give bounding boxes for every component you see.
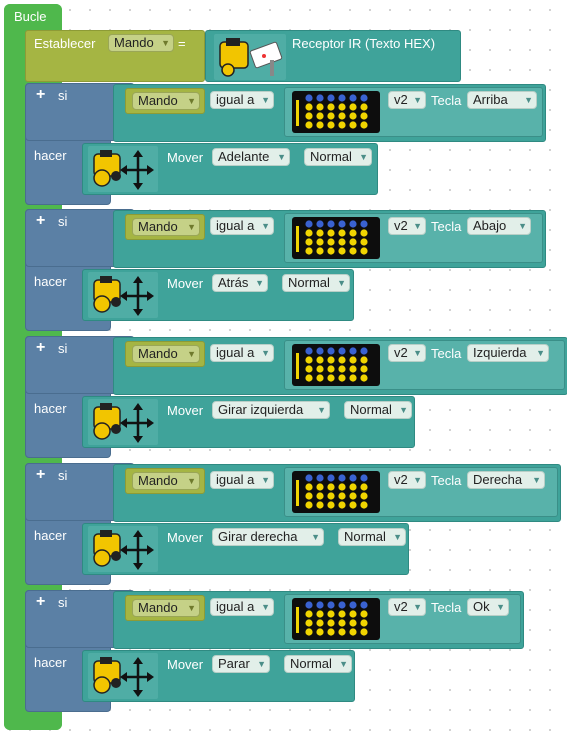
speed-dropdown[interactable]	[282, 274, 350, 292]
robot-move-icon	[88, 526, 158, 572]
dropdown-arrow-icon: ▼	[277, 152, 286, 162]
speed-value: Normal	[350, 402, 392, 417]
dropdown-arrow-icon: ▼	[496, 602, 505, 612]
loop-title: Bucle	[14, 9, 47, 24]
dropdown-arrow-icon: ▼	[187, 349, 196, 359]
remote-version-value: v2	[394, 92, 408, 107]
dropdown-arrow-icon: ▼	[393, 532, 402, 542]
dropdown-arrow-icon: ▼	[518, 221, 527, 231]
variable-value: Mando	[138, 473, 178, 488]
key-label: Tecla	[431, 346, 462, 361]
key-dropdown[interactable]	[467, 471, 545, 489]
dropdown-arrow-icon: ▼	[261, 602, 270, 612]
dropdown-arrow-icon: ▼	[261, 95, 270, 105]
dropdown-arrow-icon: ▼	[317, 405, 326, 415]
move-label: Mover	[167, 530, 204, 545]
variable-dropdown[interactable]	[132, 345, 200, 363]
if-label: si	[58, 468, 68, 483]
dropdown-arrow-icon: ▼	[337, 278, 346, 288]
dropdown-arrow-icon: ▼	[187, 96, 196, 106]
remote-version-dropdown[interactable]	[388, 471, 426, 489]
move-label: Mover	[167, 657, 204, 672]
speed-value: Normal	[288, 275, 330, 290]
direction-value: Girar derecha	[218, 529, 298, 544]
robot-move-icon	[88, 399, 158, 445]
dropdown-arrow-icon: ▼	[532, 475, 541, 485]
direction-value: Adelante	[218, 149, 270, 164]
remote-version-value: v2	[394, 218, 408, 233]
variable-value: Mando	[138, 93, 178, 108]
key-dropdown[interactable]	[467, 344, 549, 362]
set-variable-dropdown[interactable]	[108, 34, 174, 52]
ir-receiver-icon	[216, 36, 284, 78]
speed-value: Normal	[290, 656, 332, 671]
direction-dropdown[interactable]	[212, 274, 268, 292]
if-label: si	[58, 88, 68, 103]
equals-label: =	[178, 36, 186, 51]
variable-dropdown[interactable]	[132, 92, 200, 110]
dropdown-arrow-icon: ▼	[413, 602, 422, 612]
operator-value: igual a	[216, 345, 255, 360]
dropdown-arrow-icon: ▼	[161, 38, 170, 48]
plus-icon[interactable]: +	[36, 339, 46, 356]
if-label: si	[58, 341, 68, 356]
move-label: Mover	[167, 276, 204, 291]
key-value: Arriba	[473, 92, 508, 107]
key-label: Tecla	[431, 473, 462, 488]
move-label: Mover	[167, 150, 204, 165]
speed-dropdown[interactable]	[344, 401, 412, 419]
robot-move-icon	[88, 272, 158, 318]
plus-icon[interactable]: +	[36, 466, 46, 483]
operator-dropdown[interactable]	[210, 344, 274, 362]
plus-icon[interactable]: +	[36, 593, 46, 610]
set-variable-value: Mando	[114, 35, 154, 50]
set-label: Establecer	[34, 36, 96, 51]
key-value: Derecha	[473, 472, 523, 487]
key-value: Abajo	[473, 218, 507, 233]
move-label: Mover	[167, 403, 204, 418]
variable-value: Mando	[138, 346, 178, 361]
direction-dropdown[interactable]	[212, 148, 290, 166]
operator-dropdown[interactable]	[210, 471, 274, 489]
variable-dropdown[interactable]	[132, 472, 200, 490]
remote-version-value: v2	[394, 345, 408, 360]
plus-icon[interactable]: +	[36, 86, 46, 103]
do-label: hacer	[34, 528, 67, 543]
robot-move-icon	[88, 653, 158, 699]
remote-version-dropdown[interactable]	[388, 91, 426, 109]
dropdown-arrow-icon: ▼	[261, 221, 270, 231]
dropdown-arrow-icon: ▼	[311, 532, 320, 542]
if-label: si	[58, 214, 68, 229]
variable-value: Mando	[138, 600, 178, 615]
direction-dropdown[interactable]	[212, 401, 330, 419]
dropdown-arrow-icon: ▼	[536, 348, 545, 358]
direction-value: Atrás	[218, 275, 249, 290]
dropdown-arrow-icon: ▼	[524, 95, 533, 105]
ir-remote-icon	[291, 216, 381, 263]
dropdown-arrow-icon: ▼	[257, 659, 266, 669]
operator-value: igual a	[216, 599, 255, 614]
speed-dropdown[interactable]	[304, 148, 372, 166]
ir-remote-icon	[291, 597, 381, 644]
plus-icon[interactable]: +	[36, 212, 46, 229]
dropdown-arrow-icon: ▼	[187, 476, 196, 486]
direction-value: Parar	[218, 656, 250, 671]
dropdown-arrow-icon: ▼	[339, 659, 348, 669]
dropdown-arrow-icon: ▼	[359, 152, 368, 162]
key-dropdown[interactable]	[467, 598, 509, 616]
direction-value: Girar izquierda	[218, 402, 304, 417]
direction-dropdown[interactable]	[212, 528, 324, 546]
key-dropdown[interactable]	[467, 91, 537, 109]
operator-dropdown[interactable]	[210, 91, 274, 109]
ir-remote-icon	[291, 90, 381, 137]
operator-value: igual a	[216, 92, 255, 107]
dropdown-arrow-icon: ▼	[261, 348, 270, 358]
remote-version-value: v2	[394, 472, 408, 487]
dropdown-arrow-icon: ▼	[255, 278, 264, 288]
operator-dropdown[interactable]	[210, 598, 274, 616]
variable-dropdown[interactable]	[132, 599, 200, 617]
speed-value: Normal	[310, 149, 352, 164]
speed-value: Normal	[344, 529, 386, 544]
dropdown-arrow-icon: ▼	[413, 221, 422, 231]
key-dropdown[interactable]	[467, 217, 531, 235]
dropdown-arrow-icon: ▼	[187, 222, 196, 232]
if-label: si	[58, 595, 68, 610]
key-label: Tecla	[431, 600, 462, 615]
ir-remote-icon	[291, 470, 381, 517]
direction-dropdown[interactable]	[212, 655, 270, 673]
operator-dropdown[interactable]	[210, 217, 274, 235]
dropdown-arrow-icon: ▼	[413, 475, 422, 485]
speed-dropdown[interactable]	[338, 528, 406, 546]
key-value: Izquierda	[473, 345, 527, 360]
key-label: Tecla	[431, 219, 462, 234]
dropdown-arrow-icon: ▼	[413, 348, 422, 358]
do-label: hacer	[34, 148, 67, 163]
dropdown-arrow-icon: ▼	[399, 405, 408, 415]
operator-value: igual a	[216, 472, 255, 487]
ir-receiver-label: Receptor IR (Texto HEX)	[292, 36, 436, 51]
do-label: hacer	[34, 401, 67, 416]
do-label: hacer	[34, 274, 67, 289]
robot-move-icon	[88, 146, 158, 192]
dropdown-arrow-icon: ▼	[187, 603, 196, 613]
dropdown-arrow-icon: ▼	[261, 475, 270, 485]
ir-remote-icon	[291, 343, 381, 390]
remote-version-value: v2	[394, 599, 408, 614]
remote-version-dropdown[interactable]	[388, 344, 426, 362]
operator-value: igual a	[216, 218, 255, 233]
remote-version-dropdown[interactable]	[388, 217, 426, 235]
remote-version-dropdown[interactable]	[388, 598, 426, 616]
loop-footer	[4, 712, 62, 730]
variable-value: Mando	[138, 219, 178, 234]
dropdown-arrow-icon: ▼	[413, 95, 422, 105]
variable-dropdown[interactable]	[132, 218, 200, 236]
key-value: Ok	[473, 599, 490, 614]
key-label: Tecla	[431, 93, 462, 108]
do-label: hacer	[34, 655, 67, 670]
speed-dropdown[interactable]	[284, 655, 352, 673]
